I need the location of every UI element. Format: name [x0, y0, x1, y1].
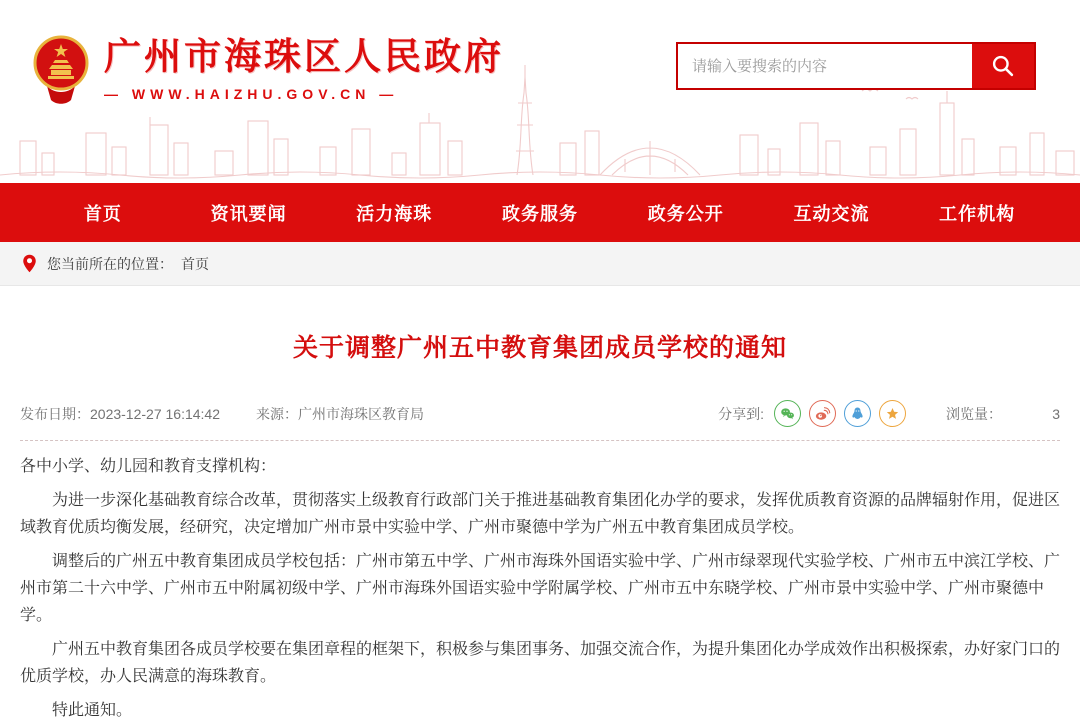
article-meta-right	[718, 400, 1060, 427]
main-nav	[0, 183, 1080, 242]
national-emblem-logo	[28, 34, 94, 106]
nav-item-5[interactable]: 政务公开	[647, 203, 724, 224]
breadcrumb-label: 您当前所在的位置：	[47, 255, 173, 272]
publish-date	[20, 404, 220, 424]
article-paragraph: 为进一步深化基础教育综合改革，贯彻落实上级教育行政部门关于推进基础教育集团化办学的要求，发挥优质教育资源的品牌辐射作用，促进区域教育优质均衡发展，经研究，决定增加广州市景中实验中学、广州市聚德中学为广州五中教育集团成员学校。	[20, 492, 1061, 536]
search-box	[676, 42, 1036, 90]
article-meta-left	[20, 404, 424, 424]
article-title: 关于调整广州五中教育集团成员学校的通知	[292, 334, 787, 362]
nav-item-7[interactable]: 工作机构	[939, 203, 1016, 224]
nav-item-1[interactable]: 首页	[83, 203, 122, 224]
article-paragraph: 特此通知。	[52, 702, 133, 719]
location-pin-icon	[22, 254, 37, 273]
views-label: 浏览量：	[946, 405, 1002, 422]
wechat-share-icon[interactable]	[774, 400, 801, 427]
breadcrumb-home-link[interactable]: 首页	[181, 255, 209, 272]
article	[0, 328, 1080, 724]
search-icon	[990, 53, 1016, 79]
nav-item-6[interactable]: 互动交流	[793, 203, 870, 224]
star-share-icon[interactable]	[879, 400, 906, 427]
nav-item-2[interactable]: 资讯要闻	[210, 203, 287, 224]
article-paragraph: 调整后的广州五中教育集团成员学校包括：广州市第五中学、广州市海珠外国语实验中学、广州市绿翠现代实验学校、广州市五中滨江学校、广州市第二十六中学、广州市五中附属初级中学、广州市海珠外国语实验中学附属学校、广州市五中东晓学校、广州市景中实验中学、广州市聚德中学。	[20, 553, 1061, 624]
publish-date-label: 发布日期：	[20, 405, 90, 422]
site-header	[0, 0, 1080, 183]
article-paragraph: 广州五中教育集团各成员学校要在集团章程的框架下，积极参与集团事务、加强交流合作，为提升集团化办学成效作出积极探索，办好家门口的优质学校，办人民满意的海珠教育。	[20, 641, 1061, 685]
views-count: 3	[1052, 405, 1060, 422]
search-input[interactable]	[678, 44, 972, 88]
search-button[interactable]	[972, 44, 1034, 88]
source-value: 广州市海珠区教育局	[298, 405, 424, 422]
site-titles	[104, 34, 504, 102]
article-body	[20, 441, 1060, 724]
site-title: 广州市海珠区人民政府	[104, 37, 504, 78]
share-icons	[774, 400, 906, 427]
source	[256, 404, 424, 424]
site-url: — WWW.HAIZHU.GOV.CN —	[104, 86, 399, 103]
publish-date-value: 2023-12-27 16:14:42	[90, 405, 220, 422]
site-logo-home-link[interactable]	[28, 34, 504, 106]
nav-item-4[interactable]: 政务服务	[502, 203, 579, 224]
article-paragraph: 各中小学、幼儿园和教育支撑机构：	[20, 458, 277, 475]
breadcrumb	[0, 242, 1080, 286]
weibo-share-icon[interactable]	[809, 400, 836, 427]
nav-item-3[interactable]: 活力海珠	[356, 203, 433, 224]
source-label: 来源：	[256, 405, 298, 422]
share-label: 分享到:	[718, 405, 764, 422]
article-meta-row	[20, 400, 1060, 427]
qq-share-icon[interactable]	[844, 400, 871, 427]
